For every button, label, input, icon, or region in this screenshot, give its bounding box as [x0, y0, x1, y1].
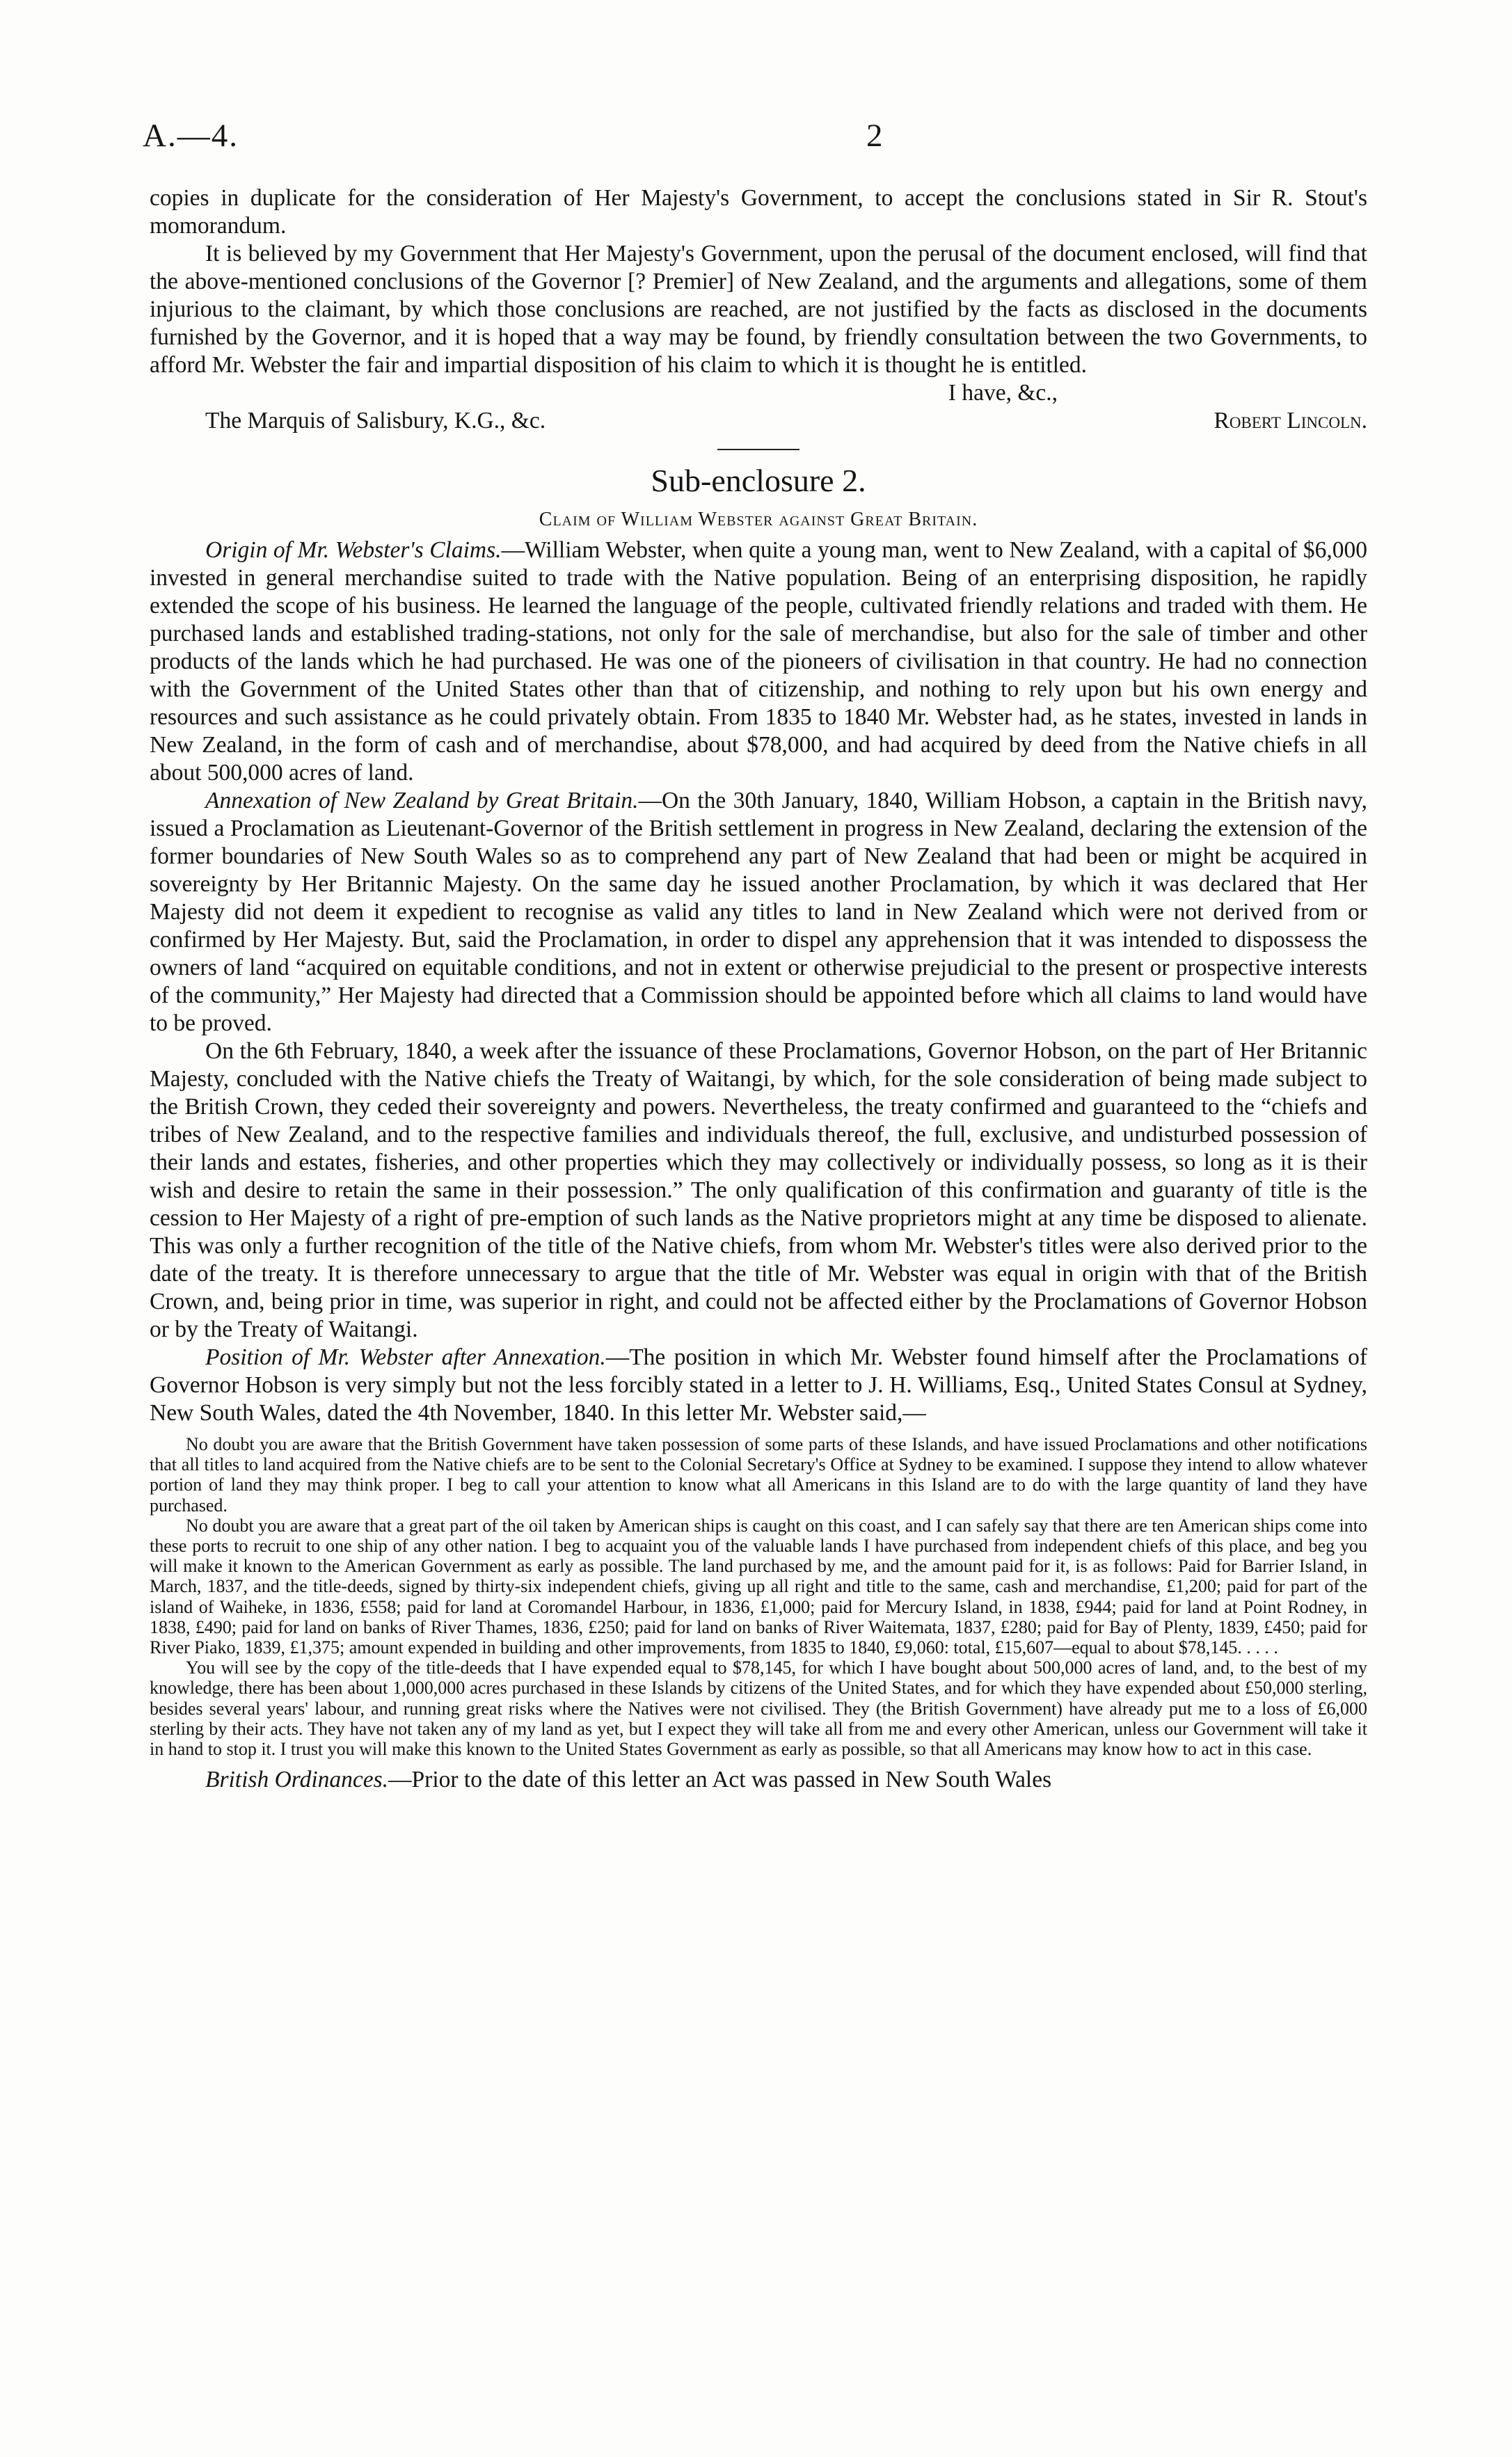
- origin-paragraph: [150, 536, 1367, 787]
- claim-caption: Claim of William Webster against Great Britain.: [539, 509, 978, 530]
- ordinances-text: —Prior to the date of this letter an Act was passed in New South Wales: [388, 1767, 1052, 1793]
- document-body: [150, 184, 1367, 1794]
- page-number: 2: [866, 118, 883, 154]
- letter-signature: Robert Lincoln.: [1213, 408, 1367, 434]
- quote-paragraph: No doubt you are aware that a great part of the oil taken by American ships is caught on this coast, and I can safely say that there are ten American ships come into these ports to recruit to one ship of any other nation. I beg to acquaint you of the valuable lands I have purchased from independent chiefs of this place, and beg you will make it known to the American Government as early as possible. The land purchased by me, and the amount paid for it, is as follows: Paid for Barrier Island, in March, 1837, and the title-deeds, signed by thirty-six independent chiefs, giving up all right and title to the same, cash and merchandise, £1,200; paid for part of the island of Waiheke, in 1836, £558; paid for land at Coromandel Harbour, in 1836, £1,000; paid for Mercury Island, in 1838, £944; paid for land at Point Rodney, in 1838, £490; paid for land on banks of River Thames, 1836, £250; paid for land on banks of River Waitemata, 1837, £280; paid for Bay of Plenty, 1839, £450; paid for River Piako, 1839, £1,375; amount expended in building and other improvements, from 1835 to 1840, £9,060: total, £15,607—equal to about $78,145. . . . .: [150, 1515, 1367, 1658]
- position-text: —The position in which Mr. Webster found himself after the Proclamations of Governor Hobson is very simply but not the less forcibly stated in a letter to J. H. Williams, Esq., United States Consul at Sydney, New South Wales, dated the 4th November, 1840. In this letter Mr. Webster said,—: [150, 1344, 1368, 1426]
- position-paragraph: [150, 1344, 1367, 1427]
- quoted-letter: [150, 1434, 1367, 1759]
- annexation-paragraph: [150, 787, 1367, 1037]
- subenclosure-heading: Sub-enclosure 2.: [651, 463, 866, 498]
- quote-paragraph: You will see by the copy of the title-deeds that I have expended equal to $78,145, for which I have bought about 500,000 acres of land, and, to the best of my knowledge, there has been about 1,000,000 acres purchased in these Islands by citizens of the United States, and for which they have expended about £50,000 sterling, besides several years' labour, and running great risks where the Natives were not civilised. They (the British Government) have already put me to a loss of £6,000 sterling by their acts. They have not taken any of my land as yet, but I expect they will take all from me and every other American, unless our Government will take it in hand to stop it. I trust you will make this known to the United States Government as early as possible, so that all Americans may know how to act in this case.: [150, 1657, 1367, 1760]
- page-header: [143, 117, 1367, 159]
- annexation-title: Annexation of New Zealand by Great Britain.: [205, 788, 639, 813]
- origin-text: —William Webster, when quite a young man, went to New Zealand, with a capital of $6,000 invested in general merchandise suited to trade with the Native population. Being of an enterprising disposition, he rapidly extended the scope of his business. He learned the language of the people, cultivated friendly relations and traded with them. He purchased lands and established trading-stations, not only for the sale of merchandise, but also for the sale of timber and other products of the lands which he had purchased. He was one of the pioneers of civilisation in that country. He had no connection with the Government of the United States other than that of citizenship, and nothing to rely upon but his own energy and resources and such assistance as he could privately obtain. From 1835 to 1840 Mr. Webster had, as he states, invested in lands in New Zealand, in the form of cash and of merchandise, about $78,000, and had acquired by deed from the Native chiefs in all about 500,000 acres of land.: [150, 537, 1367, 786]
- letter-closing-line: [150, 379, 1367, 407]
- letter-signature-line: [150, 407, 1367, 435]
- treaty-paragraph: On the 6th February, 1840, a week after the issuance of these Proclamations, Governor Hobson, on the part of Her Britannic Majesty, concluded with the Native chiefs the Treaty of Waitangi, by which, for the sole consideration of being made subject to the British Crown, they ceded their sovereignty and powers. Nevertheless, the treaty confirmed and guaranteed to the “chiefs and tribes of New Zealand, and to the respective families and individuals thereof, the full, exclusive, and undisturbed possession of their lands and estates, fisheries, and other properties which they may collectively or individually possess, so long as it is their wish and desire to retain the same in their possession.” The only qualification of this confirmation and guaranty of title is the cession to Her Majesty of a right of pre-emption of such lands as the Native proprietors might at any time be disposed to alienate. This was only a further recognition of the title of the Native chiefs, from whom Mr. Webster's titles were also derived prior to the date of the treaty. It is therefore unnecessary to argue that the title of Mr. Webster was equal in origin with that of the British Crown, and, being prior in time, was superior in right, and could not be affected either by the Proclamations of Governor Hobson or by the Treaty of Waitangi.: [150, 1038, 1367, 1342]
- section-divider: [717, 449, 799, 450]
- letter-closing: I have, &c.,: [948, 380, 1058, 406]
- letter-paragraph: copies in duplicate for the consideration of Her Majesty's Government, to accept the conclusions stated in Sir R. Stout's momorandum.: [150, 185, 1367, 239]
- document-reference: A.—4.: [143, 118, 239, 154]
- annexation-text: —On the 30th January, 1840, William Hobson, a captain in the British navy, issued a Proclamation as Lieutenant-Governor of the British settlement in progress in New Zealand, declaring the extension of the former boundaries of New South Wales so as to comprehend any part of New Zealand that had been or might be acquired in sovereignty by Her Britannic Majesty. On the same day he issued another Proclamation, by which it was declared that Her Majesty did not deem it expedient to recognise as valid any titles to land in New Zealand which were not derived from or confirmed by Her Majesty. But, said the Proclamation, in order to dispel any apprehension that it was intended to dispossess the owners of land “acquired on equitable conditions, and not in extent or otherwise prejudicial to the present or prospective interests of the community,” Her Majesty had directed that a Commission should be appointed before which all claims to land would have to be proved.: [150, 788, 1367, 1036]
- origin-title: Origin of Mr. Webster's Claims.: [205, 537, 502, 563]
- letter-paragraph: It is believed by my Government that Her Majesty's Government, upon the perusal of the document enclosed, will find that the above-mentioned conclusions of the Governor [? Premier] of New Zealand, and the arguments and allegations, some of them injurious to the claimant, by which those conclusions are reached, are not justified by the facts as disclosed in the documents furnished by the Governor, and it is hoped that a way may be found, by friendly consultation between the two Governments, to afford Mr. Webster the fair and impartial disposition of his claim to which it is thought he is entitled.: [150, 241, 1367, 378]
- position-title: Position of Mr. Webster after Annexation.: [205, 1344, 606, 1370]
- letter-addressee: The Marquis of Salisbury, K.G., &c.: [205, 408, 546, 434]
- quote-paragraph: No doubt you are aware that the British Government have taken possession of some parts of these Islands, and have issued Proclamations and other notifications that all titles to land acquired from the Native chiefs are to be sent to the Colonial Secretary's Office at Sydney to be examined. I suppose they intend to allow whatever portion of land they may think proper. I beg to call your attention to know what all Americans in this Island are to do with the large quantity of land they have purchased.: [150, 1434, 1367, 1516]
- ordinances-title: British Ordinances.: [205, 1767, 389, 1793]
- ordinances-paragraph: [150, 1766, 1367, 1794]
